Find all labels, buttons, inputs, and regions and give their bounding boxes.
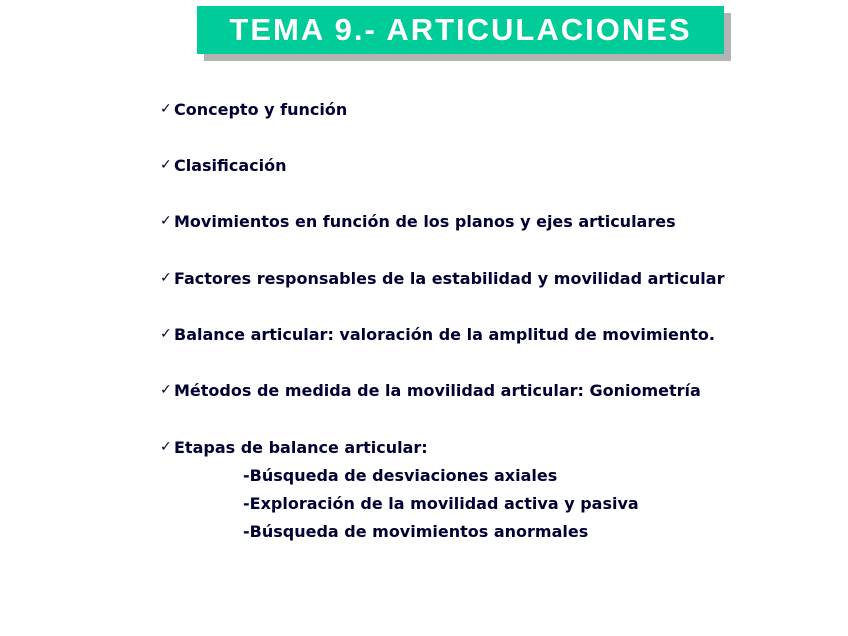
list-item-label: Movimientos en función de los planos y ejes articulares [174,211,676,231]
checkmark-icon: ✓ [160,213,172,229]
page-title: TEMA 9.- ARTICULACIONES [229,12,692,47]
title-box [197,6,724,54]
checkmark-icon: ✓ [160,157,172,173]
list-item [160,95,347,123]
checkmark-icon: ✓ [160,270,172,286]
list-item [160,433,428,461]
checkmark-icon: ✓ [160,382,172,398]
checkmark-icon: ✓ [160,439,172,455]
list-item-label: Concepto y función [174,99,348,119]
sub-list-item: -Búsqueda de desviaciones axiales [243,465,558,485]
checkmark-icon: ✓ [160,101,172,117]
list-item-label: Factores responsables de la estabilidad y movilidad articular [174,268,725,288]
list-item-label: Etapas de balance articular: [174,437,428,457]
checkmark-icon: ✓ [160,326,172,342]
list-item-label: Métodos de medida de la movilidad articular: Goniometría [174,380,701,400]
sub-list-item: -Búsqueda de movimientos anormales [243,521,589,541]
list-item [160,151,287,179]
list-item [160,320,715,348]
list-item-label: Balance articular: valoración de la amplitud de movimiento. [174,324,715,344]
title-banner [197,6,724,54]
list-item [160,264,724,292]
list-item [160,376,701,404]
list-item [160,207,676,235]
list-item-label: Clasificación [174,155,287,175]
sub-list-item: -Exploración de la movilidad activa y pasiva [243,493,639,513]
